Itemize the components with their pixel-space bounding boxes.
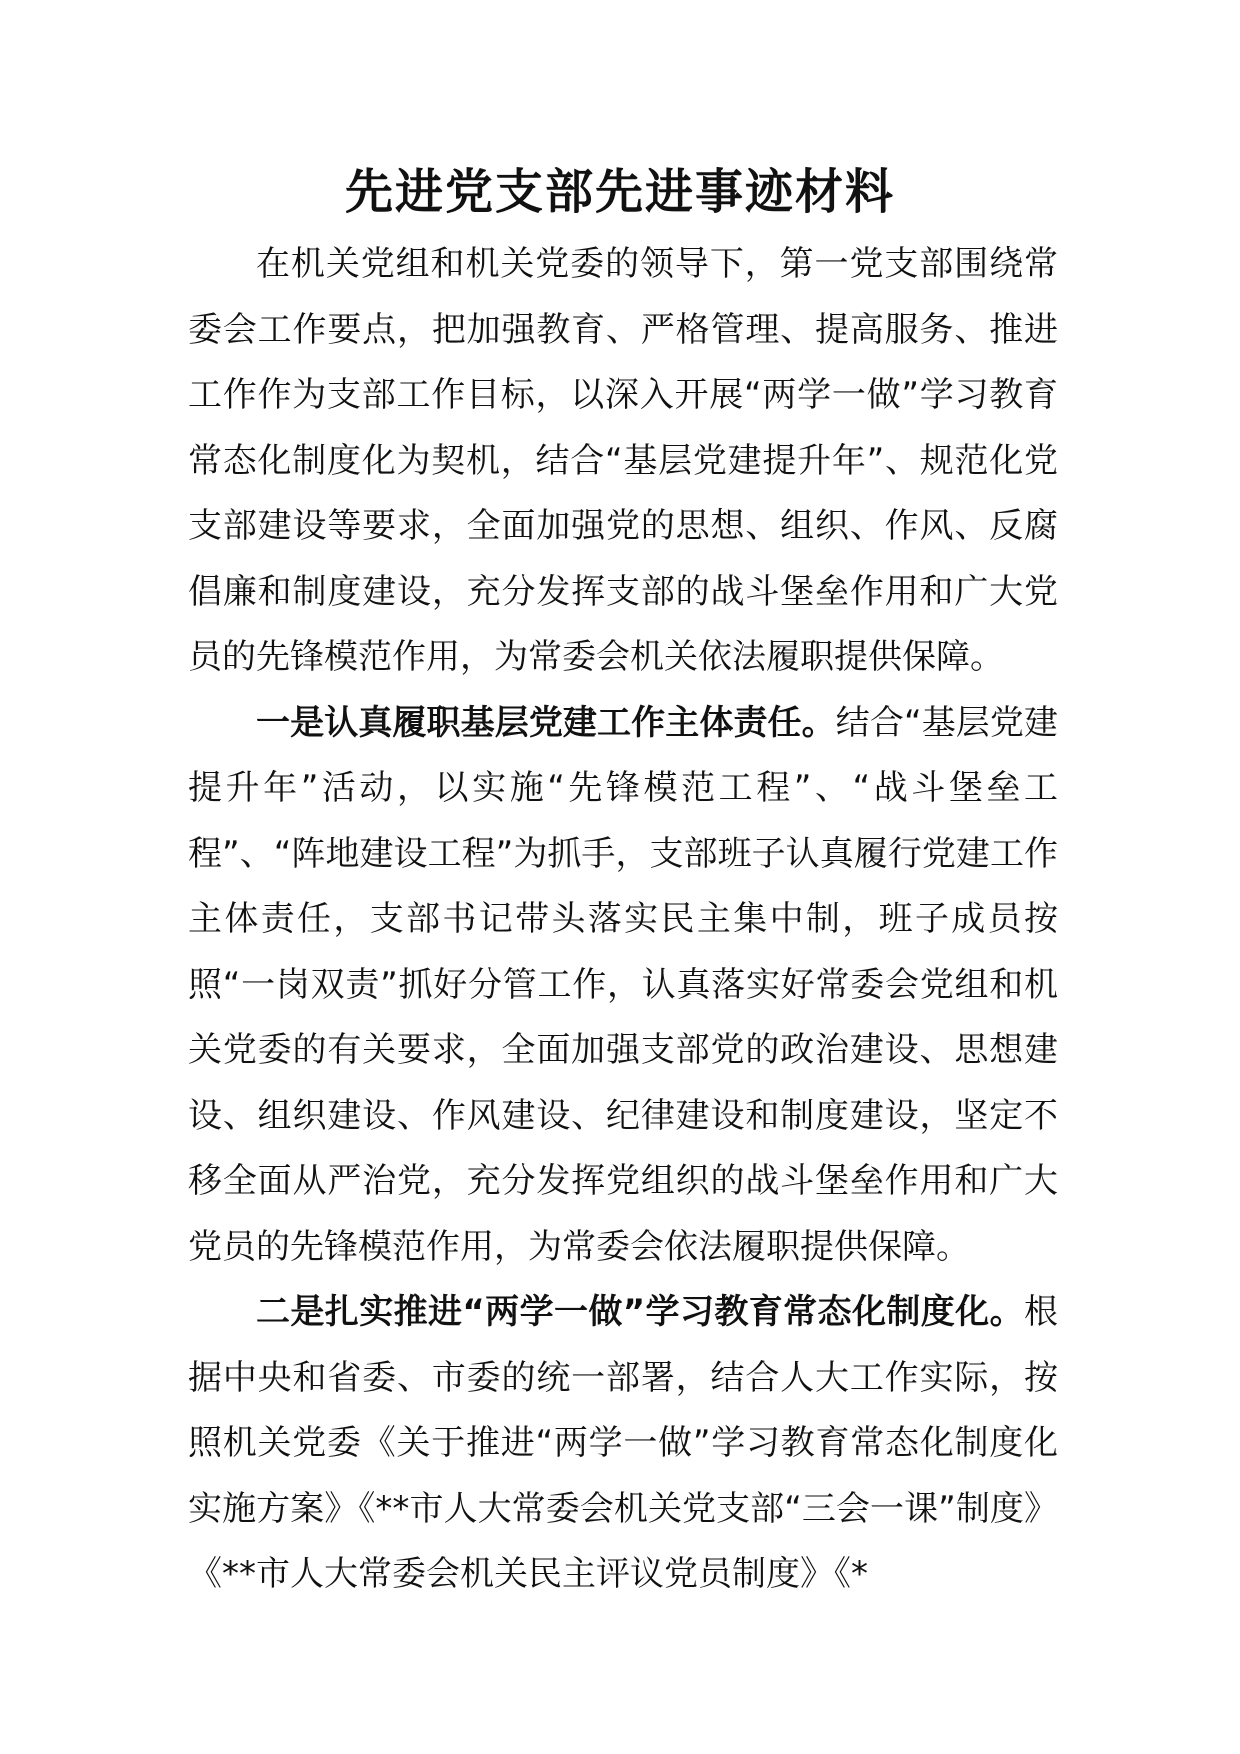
paragraph-point-two-text: 根据中央和省委、市委的统一部署，结合人大工作实际，按照机关党委《关于推进“两学一做”学习教育常态化制度化实施方案》《**市人大常委会机关党支部“三会一课”制度》《**市人大常委会机关民主评议党员制度》《* [188,1292,1058,1594]
paragraph-point-one-heading: 一是认真履职基层党建工作主体责任。 [256,702,836,743]
document-body [188,232,1058,1608]
paragraph-point-two [188,1280,1058,1608]
document-title: 先进党支部先进事迹材料 [344,164,895,220]
paragraph-point-one [188,691,1058,1281]
paragraph-point-one-text: 结合“基层党建提升年”活动，以实施“先锋模范工程”、“战斗堡垒工程”、“阵地建设工程”为抓手，支部班子认真履行党建工作主体责任，支部书记带头落实民主集中制，班子成员按照“一岗双责”抓好分管工作，认真落实好常委会党组和机关党委的有关要求，全面加强支部党的政治建设、思想建设、组织建设、作风建设、纪律建设和制度建设，坚定不移全面从严治党，充分发挥党组织的战斗堡垒作用和广大党员的先锋模范作用，为常委会依法履职提供保障。 [188,702,1058,1267]
paragraph-point-two-heading: 二是扎实推进“两学一做”学习教育常态化制度化。 [256,1292,1024,1332]
paragraph-intro-text: 在机关党组和机关党委的领导下，第一党支部围绕常委会工作要点，把加强教育、严格管理、提高服务、推进工作作为支部工作目标，以深入开展“两学一做”学习教育常态化制度化为契机，结合“基层党建提升年”、规范化党支部建设等要求，全面加强党的思想、组织、作风、反腐倡廉和制度建设，充分发挥支部的战斗堡垒作用和广大党员的先锋模范作用，为常委会机关依法履职提供保障。 [188,244,1058,677]
paragraph-intro [188,232,1058,691]
